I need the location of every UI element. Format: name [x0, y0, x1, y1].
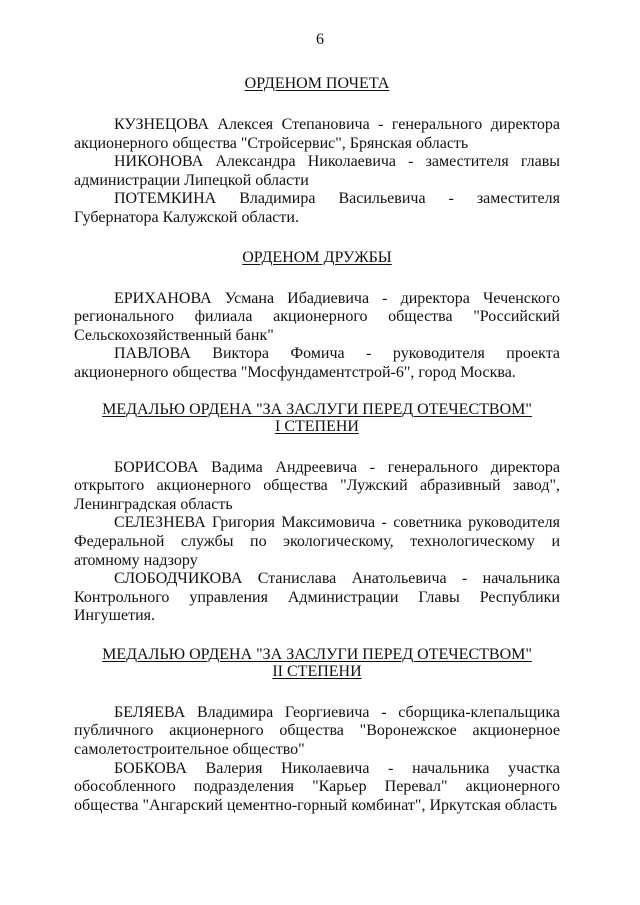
award-entry: СЕЛЕЗНЕВА Григория Максимовича - советника руководителя Федеральной службы по экологическому, технологическому и атомному надзору — [74, 514, 560, 569]
award-entry: БОБКОВА Валерия Николаевича - начальника участка обособленного подразделения "Карьер Перевал" акционерного общества "Ангарский цементно-горный комбинат", Иркутская область — [74, 759, 560, 814]
section-heading — [74, 249, 560, 266]
award-entry: БОРИСОВА Вадима Андреевича - генерального директора открытого акционерного общества "Лужский абразивный завод", Ленинградская область — [74, 458, 560, 513]
award-entry: НИКОНОВА Александра Николаевича - заместителя главы администрации Липецкой области — [74, 153, 560, 189]
section-heading — [74, 646, 560, 680]
section-heading — [74, 75, 560, 92]
heading-line: II СТЕПЕНИ — [272, 662, 362, 680]
award-list — [74, 290, 560, 383]
page-number: 6 — [316, 31, 324, 48]
heading-line: I СТЕПЕНИ — [275, 417, 359, 435]
heading-line: МЕДАЛЬЮ ОРДЕНА "ЗА ЗАСЛУГИ ПЕРЕД ОТЕЧЕСТВОМ" — [102, 400, 532, 418]
document-body — [74, 75, 560, 815]
award-list — [74, 704, 560, 816]
section-medal-first-degree — [74, 401, 560, 626]
heading-line: МЕДАЛЬЮ ОРДЕНА "ЗА ЗАСЛУГИ ПЕРЕД ОТЕЧЕСТВОМ" — [102, 645, 532, 663]
award-entry: ПАВЛОВА Виктора Фомича - руководителя проекта акционерного общества "Мосфундаментстрой-6", город Москва. — [74, 345, 560, 381]
award-entry: ЕРИХАНОВА Усмана Ибадиевича - директора Чеченского регионального филиала акционерного общества "Российский Сельскохозяйственный банк" — [74, 289, 560, 344]
section-heading — [74, 401, 560, 435]
award-entry: ПОТЕМКИНА Владимира Васильевича - заместителя Губернатора Калужской области. — [74, 190, 560, 226]
section-medal-second-degree — [74, 646, 560, 816]
section-order-of-honour — [74, 75, 560, 228]
section-order-of-friendship — [74, 249, 560, 383]
heading-line: ОРДЕНОМ ПОЧЕТА — [244, 75, 390, 92]
award-entry: СЛОБОДЧИКОВА Станислава Анатольевича - начальника Контрольного управления Администрации Главы Республики Ингушетия. — [74, 570, 560, 625]
award-list — [74, 459, 560, 626]
award-list — [74, 116, 560, 228]
award-entry: КУЗНЕЦОВА Алексея Степановича - генерального директора акционерного общества "Стройсервис", Брянская область — [74, 116, 560, 152]
heading-line: ОРДЕНОМ ДРУЖБЫ — [242, 248, 392, 266]
award-entry: БЕЛЯЕВА Владимира Георгиевича - сборщика-клепальщика публичного акционерного общества "Воронежское акционерное самолетостроительное общество" — [74, 703, 560, 759]
